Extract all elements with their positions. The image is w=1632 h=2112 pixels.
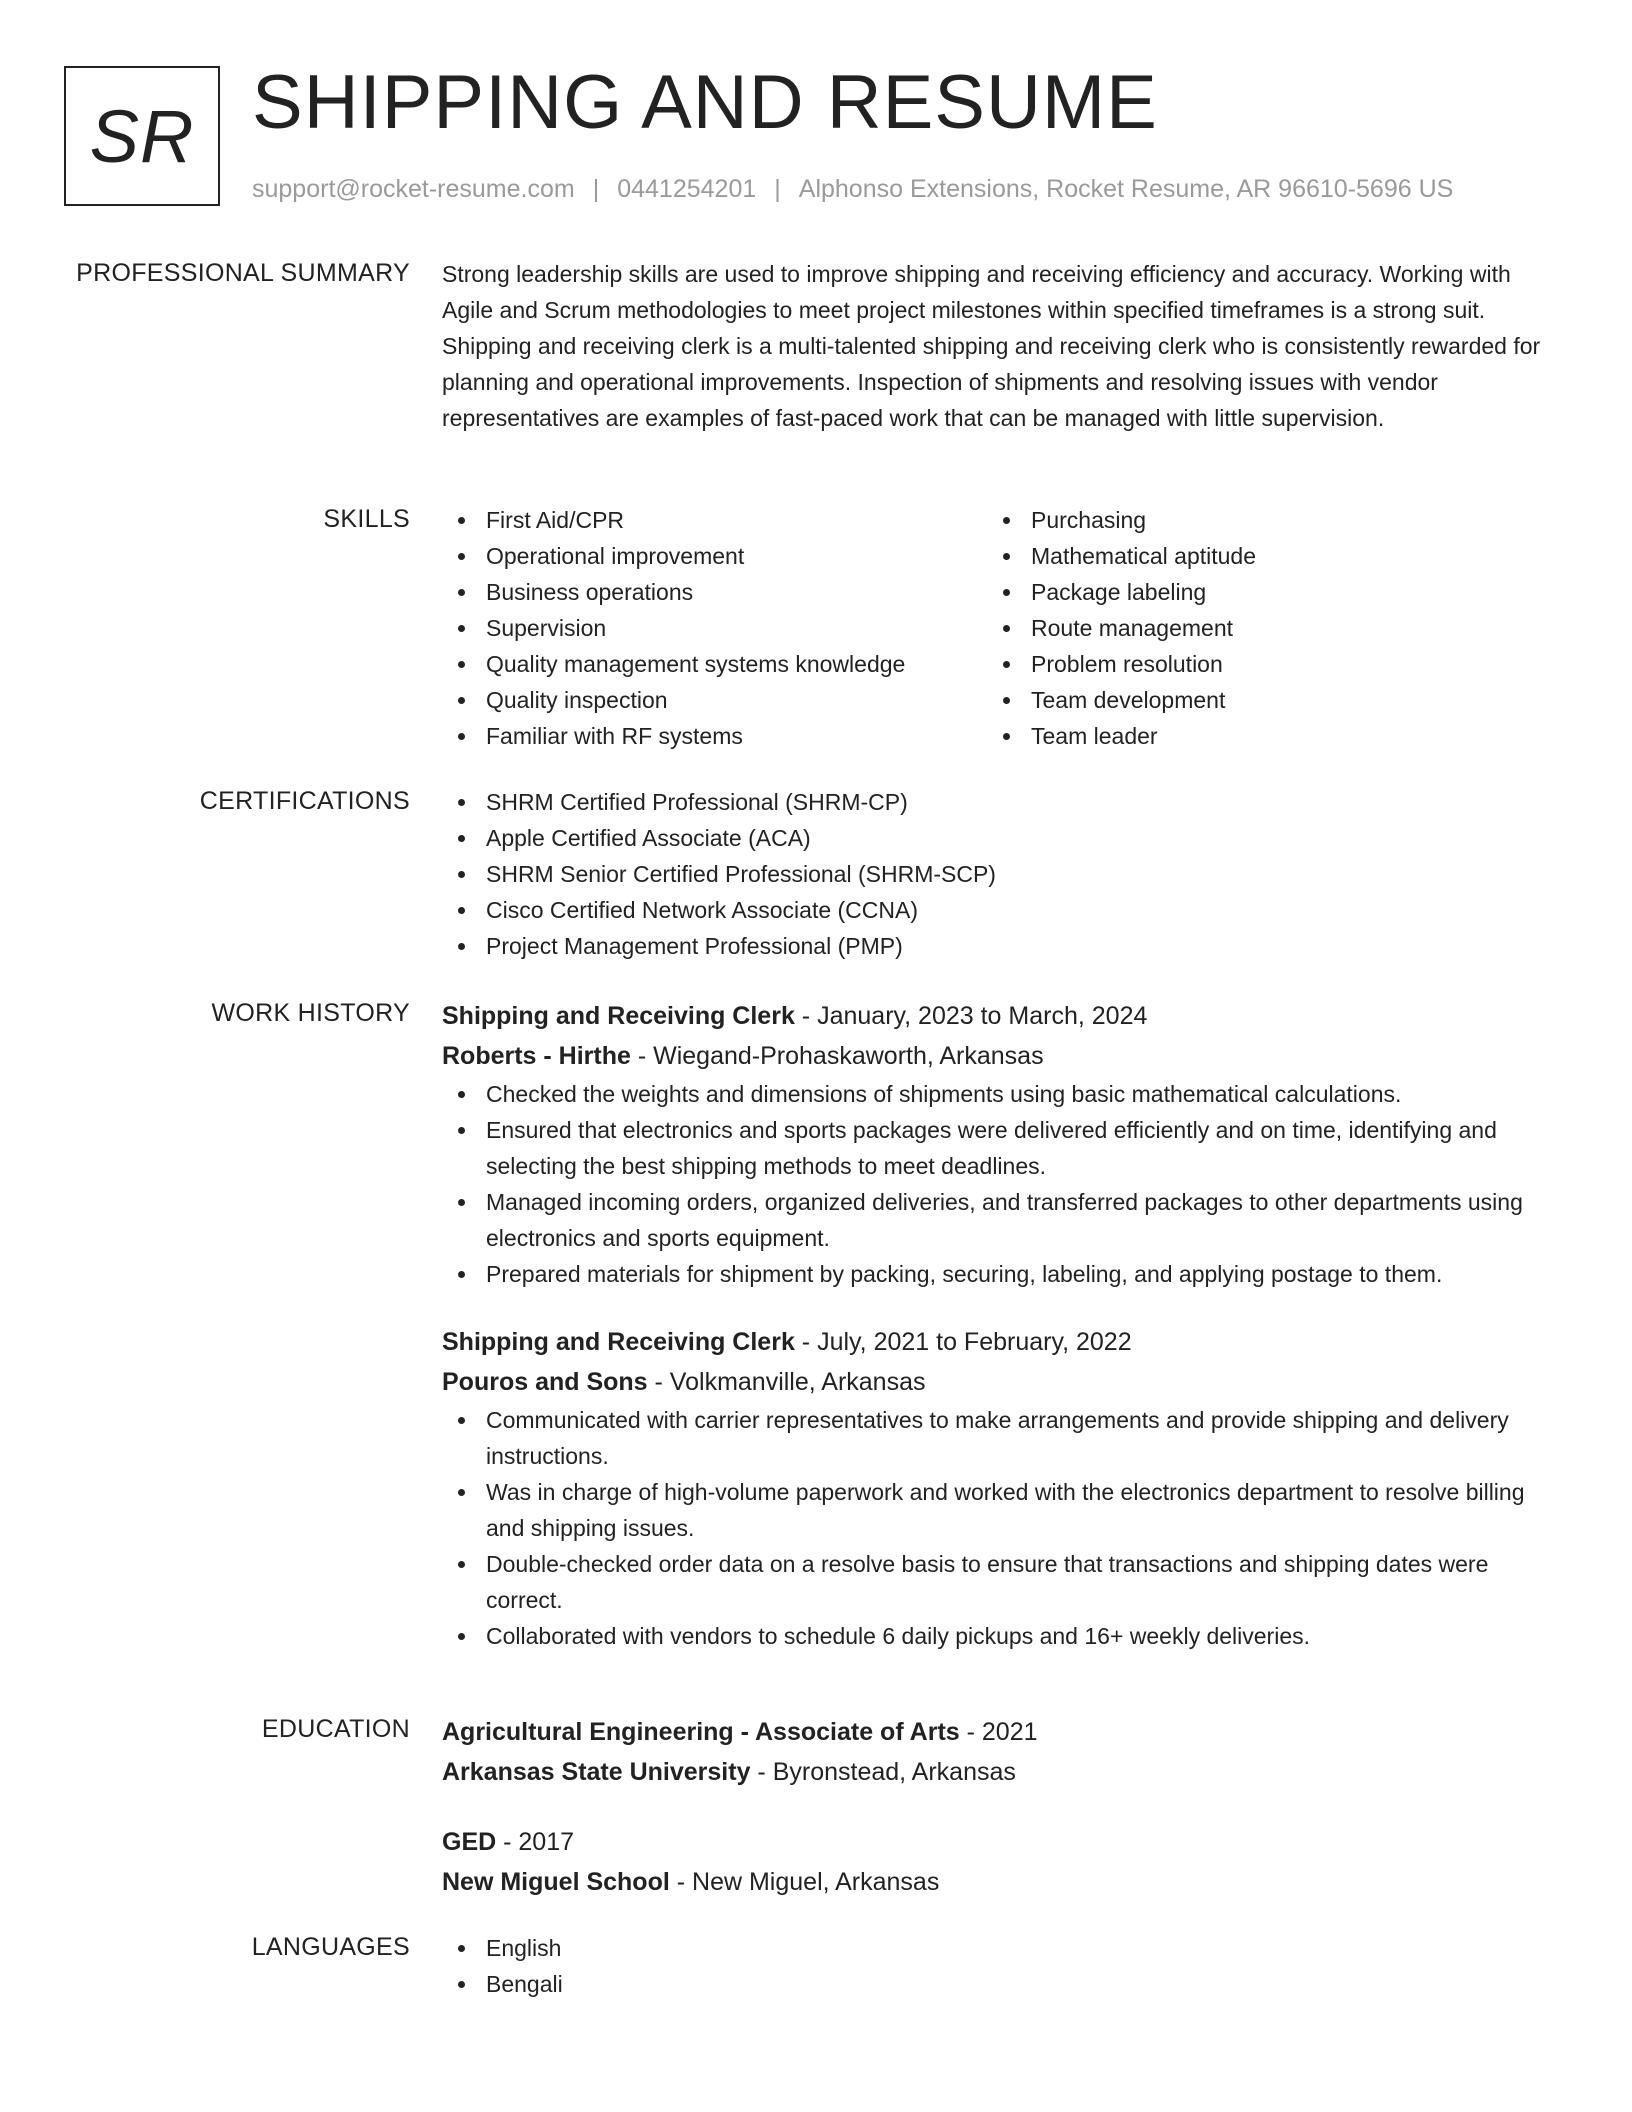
list-item: First Aid/CPR <box>442 502 987 538</box>
education-content <box>442 1712 1542 1902</box>
skills-right-list <box>987 502 1532 754</box>
section-label: SKILLS <box>323 505 410 533</box>
spacer <box>442 1292 1542 1322</box>
list-item: Bengali <box>442 1966 1542 2002</box>
skills-left-list <box>442 502 987 754</box>
section-label: CERTIFICATIONS <box>199 787 410 815</box>
list-item: Mathematical aptitude <box>987 538 1532 574</box>
section-label: WORK HISTORY <box>211 999 410 1027</box>
list-item: Communicated with carrier representatives to make arrangements and provide shipping and delivery instructions. <box>442 1402 1542 1474</box>
education-degree: Agricultural Engineering - Associate of Arts <box>442 1718 960 1746</box>
summary-content <box>442 256 1542 436</box>
list-item: English <box>442 1930 1542 1966</box>
job-dates: - July, 2021 to February, 2022 <box>794 1328 1132 1356</box>
job-dates: - January, 2023 to March, 2024 <box>794 1002 1148 1030</box>
job-bullets <box>442 1076 1542 1292</box>
list-item: Team leader <box>987 718 1532 754</box>
contact-separator: | <box>774 175 781 203</box>
spacer <box>442 1792 1542 1822</box>
list-item: Operational improvement <box>442 538 987 574</box>
list-item: Cisco Certified Network Associate (CCNA) <box>442 892 1542 928</box>
list-item: Apple Certified Associate (ACA) <box>442 820 1542 856</box>
education-school-line <box>442 1752 1542 1792</box>
skills-grid <box>442 502 1542 754</box>
section-label: PROFESSIONAL SUMMARY <box>76 259 410 287</box>
list-item: SHRM Senior Certified Professional (SHRM-SCP) <box>442 856 1542 892</box>
languages-content <box>442 1930 1542 2002</box>
education-degree: GED <box>442 1828 497 1856</box>
education-school: New Miguel School <box>442 1868 670 1896</box>
education-year: - 2017 <box>496 1828 575 1856</box>
job-location: - Volkmanville, Arkansas <box>647 1368 926 1396</box>
education-school: Arkansas State University <box>442 1758 751 1786</box>
languages-list <box>442 1930 1542 2002</box>
education-entry <box>442 1822 1542 1902</box>
section-label: LANGUAGES <box>251 1933 410 1961</box>
list-item: Double-checked order data on a resolve basis to ensure that transactions and shipping dates were correct. <box>442 1546 1542 1618</box>
list-item: Project Management Professional (PMP) <box>442 928 1542 964</box>
education-year: - 2021 <box>959 1718 1038 1746</box>
certifications-content <box>442 784 1542 964</box>
list-item: Quality inspection <box>442 682 987 718</box>
list-item: Purchasing <box>987 502 1532 538</box>
job-title: Shipping and Receiving Clerk <box>442 1328 795 1356</box>
list-item: Ensured that electronics and sports packages were delivered efficiently and on time, identifying and selecting the best shipping methods to meet deadlines. <box>442 1112 1542 1184</box>
job-bullets <box>442 1402 1542 1654</box>
job-company-line <box>442 1036 1542 1076</box>
list-item: Familiar with RF systems <box>442 718 987 754</box>
job-title: Shipping and Receiving Clerk <box>442 1002 795 1030</box>
list-item: Quality management systems knowledge <box>442 646 987 682</box>
education-location: - New Miguel, Arkansas <box>669 1868 940 1896</box>
list-item: Business operations <box>442 574 987 610</box>
job-title-line <box>442 996 1542 1036</box>
list-item: Route management <box>987 610 1532 646</box>
certifications-list <box>442 784 1542 964</box>
contact-phone: 0441254201 <box>617 175 757 203</box>
job-location: - Wiegand-Prohaskaworth, Arkansas <box>630 1042 1044 1070</box>
job-company: Pouros and Sons <box>442 1368 648 1396</box>
job-title-line <box>442 1322 1542 1362</box>
contact-line <box>252 172 1453 206</box>
list-item: Team development <box>987 682 1532 718</box>
education-degree-line <box>442 1822 1542 1862</box>
candidate-name: SHIPPING AND RESUME <box>252 60 1158 145</box>
job-company: Roberts - Hirthe <box>442 1042 631 1070</box>
job-company-line <box>442 1362 1542 1402</box>
list-item: Managed incoming orders, organized deliveries, and transferred packages to other departments using electronics and sports equipment. <box>442 1184 1542 1256</box>
education-degree-line <box>442 1712 1542 1752</box>
job-entry <box>442 1322 1542 1654</box>
list-item: Problem resolution <box>987 646 1532 682</box>
summary-text: Strong leadership skills are used to improve shipping and receiving efficiency and accuracy. Working with Agile and Scrum methodologies to meet project milestones within specified timeframes is a strong suit. Shipping and receiving clerk is a multi-talented shipping and receiving clerk who is consistently rewarded for planning and operational improvements. Inspection of shipments and resolving issues with vendor representatives are examples of fast-paced work that can be managed with little supervision. <box>442 261 1541 431</box>
list-item: Prepared materials for shipment by packing, securing, labeling, and applying postage to them. <box>442 1256 1542 1292</box>
list-item: Collaborated with vendors to schedule 6 daily pickups and 16+ weekly deliveries. <box>442 1618 1542 1654</box>
contact-separator: | <box>592 175 600 203</box>
contact-email: support@rocket-resume.com <box>252 175 575 203</box>
list-item: SHRM Certified Professional (SHRM-CP) <box>442 784 1542 820</box>
skills-content <box>442 502 1542 754</box>
section-label: EDUCATION <box>261 1715 410 1743</box>
list-item: Supervision <box>442 610 987 646</box>
contact-address: Alphonso Extensions, Rocket Resume, AR 96610-5696 US <box>798 175 1454 203</box>
list-item: Was in charge of high-volume paperwork and worked with the electronics department to resolve billing and shipping issues. <box>442 1474 1542 1546</box>
education-location: - Byronstead, Arkansas <box>750 1758 1016 1786</box>
education-entry <box>442 1712 1542 1792</box>
work-history-content <box>442 996 1542 1654</box>
list-item: Checked the weights and dimensions of shipments using basic mathematical calculations. <box>442 1076 1542 1112</box>
job-entry <box>442 996 1542 1292</box>
education-school-line <box>442 1862 1542 1902</box>
list-item: Package labeling <box>987 574 1532 610</box>
monogram-logo: SR <box>64 66 220 206</box>
